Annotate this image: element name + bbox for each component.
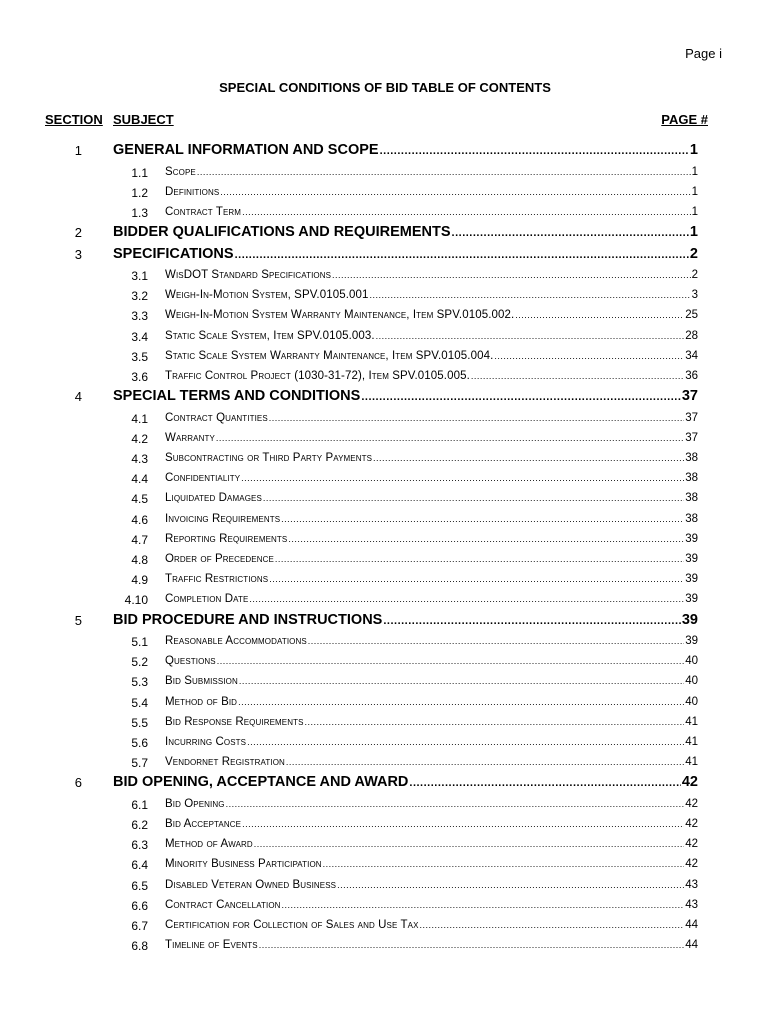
toc-entry-title: Reporting Requirements [165, 532, 288, 545]
toc-entry-number: 3.2 [131, 289, 148, 304]
toc-entry-page: 3 [691, 289, 698, 302]
toc-entry-number: 6.4 [131, 858, 148, 873]
dot-leader [452, 227, 689, 239]
toc-entry-page: 42 [685, 858, 698, 871]
toc-entry-line [165, 696, 698, 708]
dot-leader [373, 453, 684, 463]
dot-leader [239, 676, 684, 686]
toc-entry-page: 1 [691, 185, 698, 198]
toc-entry-line [165, 472, 698, 484]
toc-entry-line [165, 573, 698, 585]
toc-entry-line [165, 939, 698, 951]
toc-entry-title: Contract Quantities [165, 411, 268, 424]
toc-entry-line [165, 350, 698, 362]
dot-leader [282, 900, 685, 910]
toc-entry-number: 6.1 [131, 797, 148, 812]
toc-entry-number: 4.4 [131, 472, 148, 487]
toc-entry-line [113, 388, 698, 404]
dot-leader [305, 717, 685, 727]
toc-entry-page: 1 [689, 224, 698, 241]
toc-entry-page: 39 [681, 611, 698, 628]
toc-subsection-entry[interactable] [0, 428, 770, 448]
toc-subsection-entry[interactable] [0, 915, 770, 935]
toc-entry-page: 38 [685, 472, 698, 485]
toc-entry-title: Invoicing Requirements [165, 512, 281, 525]
toc-entry-line [113, 612, 698, 628]
toc-entry-title: Bid Acceptance [165, 818, 242, 831]
toc-entry-page: 39 [685, 593, 698, 606]
toc-entry-title: Traffic Control Project (1030-31-72), Item SPV.0105.005. [165, 370, 470, 382]
toc-entry-page: 38 [685, 452, 698, 465]
toc-entry-number: 2 [74, 225, 82, 241]
toc-entry-line [165, 756, 698, 768]
toc-entry-line [165, 553, 698, 565]
toc-entry-number: 5.7 [131, 756, 148, 771]
dot-leader [515, 310, 684, 320]
toc-entry-number: 1 [74, 143, 82, 158]
toc-entry-page: 39 [685, 532, 698, 545]
toc-entry-page: 41 [685, 715, 698, 728]
toc-entry-number: 6.3 [131, 838, 148, 853]
toc-entry-line [165, 330, 698, 342]
dot-leader [242, 207, 691, 217]
toc-entry-page: 43 [685, 898, 698, 911]
toc-entry-title: Questions [165, 655, 216, 668]
toc-entry-number: 5.5 [131, 715, 148, 730]
toc-entry-page: 25 [685, 309, 698, 322]
toc-entry-title: Static Scale System, Item SPV.0105.003. [165, 329, 375, 342]
toc-entry-page: 40 [685, 655, 698, 668]
toc-entry-line [165, 798, 698, 810]
toc-entry-page: 44 [685, 939, 698, 952]
dot-leader [332, 270, 691, 280]
toc-subsection-entry[interactable] [0, 549, 770, 569]
toc-subsection-entry[interactable] [0, 509, 770, 529]
toc-subsection-entry[interactable] [0, 366, 770, 386]
toc-entry-title: Bid Response Requirements [165, 715, 304, 728]
dot-leader [275, 554, 684, 564]
toc-entry-number: 3.6 [131, 370, 148, 384]
toc-entry-number: 5.4 [131, 695, 148, 710]
toc-subsection-entry[interactable] [0, 285, 770, 305]
toc-entry-title: Bid Opening [165, 797, 225, 810]
toc-entry-number: 5.2 [131, 655, 148, 670]
toc-entry-line [165, 412, 698, 424]
toc-subsection-entry[interactable] [0, 854, 770, 874]
toc-entry-title: Timeline of Events [165, 939, 258, 952]
dot-leader [242, 819, 684, 829]
toc-entry-number: 5.6 [131, 736, 148, 750]
toc-entry-number: 4.5 [131, 492, 148, 507]
toc-entry-page: 37 [685, 431, 698, 444]
toc-entry-page: 43 [685, 878, 698, 891]
toc-entry-page: 40 [685, 675, 698, 688]
toc-entry-title: Contract Cancellation [165, 898, 281, 911]
toc-entry-line [113, 224, 698, 240]
toc-entry-page: 36 [685, 370, 698, 382]
dot-leader [249, 594, 684, 604]
toc-section-entry[interactable] [0, 772, 770, 794]
toc-subsection-entry[interactable] [0, 651, 770, 671]
toc-entry-title: Order of Precedence [165, 553, 274, 565]
toc-section-entry[interactable] [0, 222, 770, 244]
toc-subsection-entry[interactable] [0, 305, 770, 325]
dot-leader [494, 351, 684, 361]
toc-entry-title: Reasonable Accommodations [165, 635, 307, 648]
toc-entry-line [165, 838, 698, 850]
dot-leader [216, 433, 684, 443]
toc-entry-line [165, 858, 698, 870]
toc-entry-title: Disabled Veteran Owned Business [165, 878, 337, 891]
toc-entry-number: 1.2 [131, 185, 148, 200]
toc-entry-number: 4.1 [131, 411, 148, 426]
toc-subsection-entry[interactable] [0, 834, 770, 854]
toc-entry-number: 4.9 [131, 573, 148, 588]
dot-leader [254, 839, 684, 849]
toc-entry-page: 39 [685, 553, 698, 565]
dot-leader [286, 757, 684, 767]
toc-entry-number: 6.5 [131, 878, 148, 893]
toc-subsection-entry[interactable] [0, 671, 770, 691]
toc-subsection-entry[interactable] [0, 589, 770, 609]
toc-entry-number: 6 [74, 775, 82, 791]
dot-leader [235, 249, 689, 261]
toc-entry-page: 39 [685, 635, 698, 648]
toc-subsection-entry[interactable] [0, 162, 770, 182]
toc-entry-page: 2 [691, 269, 698, 282]
toc-entry-number: 1.3 [131, 205, 148, 220]
dot-leader [361, 391, 681, 403]
toc-subsection-entry[interactable] [0, 895, 770, 915]
dot-leader [241, 473, 684, 483]
toc-entry-title: SPECIFICATIONS [113, 245, 234, 262]
toc-subsection-entry[interactable] [0, 935, 770, 955]
toc-subsection-entry[interactable] [0, 569, 770, 589]
toc-entry-title: SPECIAL TERMS AND CONDITIONS [113, 388, 361, 405]
toc-entry-title: Method of Bid [165, 695, 238, 708]
toc-entry-line [165, 432, 698, 444]
toc-entry-number: 4.6 [131, 512, 148, 527]
toc-entry-line [165, 513, 698, 525]
toc-entry-line [165, 818, 698, 830]
toc-subsection-entry[interactable] [0, 488, 770, 508]
toc-entry-page: 37 [681, 388, 698, 405]
toc-subsection-entry[interactable] [0, 265, 770, 285]
toc-entry-number: 4.8 [131, 553, 148, 567]
toc-entry-line [165, 452, 698, 464]
toc-subsection-entry[interactable] [0, 814, 770, 834]
toc-subsection-entry[interactable] [0, 408, 770, 428]
toc-subsection-entry[interactable] [0, 692, 770, 712]
toc-entry-line [165, 206, 698, 218]
toc-entry-page: 38 [685, 492, 698, 505]
toc-entry-line [165, 716, 698, 728]
toc-entry-title: Weigh-In-Motion System Warranty Maintenance, Item SPV.0105.002. [165, 309, 515, 322]
dot-leader [471, 371, 684, 381]
dot-leader [383, 615, 681, 627]
toc-entry-line [165, 186, 698, 198]
toc-subsection-entry[interactable] [0, 182, 770, 202]
dot-leader [247, 737, 684, 747]
toc-entry-title: Certification for Collection of Sales and Use Tax [165, 919, 419, 931]
toc-section-entry[interactable] [0, 140, 770, 162]
toc-entry-title: Weigh-In-Motion System, SPV.0105.001 [165, 289, 369, 302]
dot-leader [263, 493, 684, 503]
toc-entry-number: 3 [74, 246, 82, 262]
toc-entry-title: Subcontracting or Third Party Payments [165, 452, 373, 465]
toc-subsection-entry[interactable] [0, 529, 770, 549]
toc-entry-title: Confidentiality [165, 472, 241, 485]
toc-entry-title: Vendornet Registration [165, 756, 285, 769]
toc-entry-line [165, 879, 698, 891]
toc-entry-title: Definitions [165, 185, 220, 198]
toc-entry-line [113, 142, 698, 158]
toc-entry-page: 1 [689, 142, 698, 158]
toc-entry-line [165, 675, 698, 687]
toc-entry-page: 41 [685, 736, 698, 748]
toc-entry-title: Static Scale System Warranty Maintenance, Item SPV.0105.004. [165, 349, 494, 362]
toc-entry-number: 6.6 [131, 898, 148, 913]
toc-entry-page: 40 [685, 695, 698, 708]
subject-column-header: SUBJECT [113, 112, 174, 127]
page-column-header: PAGE # [661, 112, 708, 127]
toc-entry-line [165, 899, 698, 911]
toc-entry-page: 1 [691, 205, 698, 218]
toc-entry-page: 2 [689, 245, 698, 262]
toc-entry-line [165, 492, 698, 504]
toc-entry-line [165, 919, 698, 931]
toc-entry-title: Method of Award [165, 838, 253, 851]
toc-section-entry[interactable] [0, 244, 770, 266]
toc-entry-title: Completion Date [165, 593, 249, 606]
toc-entry-number: 6.7 [131, 919, 148, 933]
toc-subsection-entry[interactable] [0, 752, 770, 772]
toc-entry-page: 42 [681, 774, 698, 791]
toc-entry-number: 4 [74, 389, 82, 405]
toc-entry-title: Incurring Costs [165, 736, 247, 748]
dot-leader [308, 636, 684, 646]
toc-entry-title: Traffic Restrictions [165, 573, 269, 586]
dot-leader [376, 331, 685, 341]
toc-entry-number: 3.4 [131, 329, 148, 344]
toc-subsection-entry[interactable] [0, 732, 770, 752]
toc-subsection-entry[interactable] [0, 631, 770, 651]
toc-entry-number: 3.3 [131, 309, 148, 324]
toc-section-entry[interactable] [0, 610, 770, 632]
dot-leader [217, 656, 684, 666]
dot-leader [323, 859, 685, 869]
toc-entry-page: 42 [685, 838, 698, 851]
dot-leader [281, 514, 684, 524]
toc-entry-line [165, 166, 698, 178]
toc-entry-line [165, 655, 698, 667]
toc-entry-title: Liquidated Damages [165, 492, 262, 505]
toc-entry-number: 3.5 [131, 349, 148, 364]
toc-entry-number: 3.1 [131, 269, 148, 284]
toc-entry-title: Contract Term [165, 205, 242, 218]
toc-entry-title: GENERAL INFORMATION AND SCOPE [113, 142, 379, 158]
toc-entry-number: 6.8 [131, 939, 148, 954]
toc-entry-number: 4.7 [131, 532, 148, 547]
toc-subsection-entry[interactable] [0, 346, 770, 366]
toc-entry-page: 41 [685, 756, 698, 769]
toc-entry-page: 39 [685, 573, 698, 586]
dot-leader [420, 920, 685, 930]
toc-entry-page: 42 [685, 797, 698, 810]
toc-entry-line [165, 370, 698, 382]
toc-entry-title: BID OPENING, ACCEPTANCE AND AWARD [113, 774, 409, 791]
dot-leader [337, 880, 684, 890]
toc-entry-number: 4.2 [131, 431, 148, 446]
table-of-contents [0, 140, 770, 955]
toc-subsection-entry[interactable] [0, 712, 770, 732]
toc-entry-number: 1.1 [131, 165, 148, 180]
toc-subsection-entry[interactable] [0, 794, 770, 814]
toc-entry-page: 44 [685, 919, 698, 931]
toc-entry-page: 38 [685, 512, 698, 525]
toc-entry-page: 28 [685, 329, 698, 342]
toc-entry-line [113, 246, 698, 262]
toc-entry-title: Warranty [165, 431, 215, 444]
dot-leader [409, 777, 680, 789]
dot-leader [370, 290, 691, 300]
dot-leader [226, 799, 685, 809]
toc-entry-line [165, 269, 698, 281]
toc-entry-title: BIDDER QUALIFICATIONS AND REQUIREMENTS [113, 224, 451, 241]
toc-entry-line [165, 593, 698, 605]
toc-entry-line [165, 289, 698, 301]
toc-subsection-entry[interactable] [0, 468, 770, 488]
dot-leader [238, 697, 684, 707]
toc-entry-page: 37 [685, 411, 698, 424]
toc-section-entry[interactable] [0, 386, 770, 408]
toc-entry-number: 4.3 [131, 452, 148, 467]
toc-entry-line [165, 635, 698, 647]
section-column-header: SECTION [45, 112, 103, 127]
document-title: SPECIAL CONDITIONS OF BID TABLE OF CONTENTS [219, 80, 551, 95]
toc-subsection-entry[interactable] [0, 326, 770, 346]
toc-subsection-entry[interactable] [0, 875, 770, 895]
toc-entry-number: 5 [74, 612, 82, 628]
dot-leader [269, 574, 684, 584]
toc-subsection-entry[interactable] [0, 202, 770, 222]
toc-entry-title: Scope [165, 165, 196, 178]
toc-entry-page: 1 [691, 165, 698, 178]
toc-entry-title: Bid Submission [165, 675, 238, 688]
dot-leader [259, 940, 685, 950]
toc-entry-title: Minority Business Participation [165, 858, 322, 871]
dot-leader [197, 167, 691, 177]
toc-entry-page: 42 [685, 818, 698, 831]
toc-subsection-entry[interactable] [0, 448, 770, 468]
dot-leader [288, 534, 684, 544]
toc-entry-page: 34 [685, 349, 698, 362]
toc-entry-line [165, 309, 698, 321]
toc-entry-line [113, 774, 698, 790]
toc-entry-number: 5.1 [131, 635, 148, 650]
toc-entry-number: 6.2 [131, 818, 148, 833]
dot-leader [220, 187, 690, 197]
toc-entry-number: 5.3 [131, 675, 148, 690]
toc-entry-number: 4.10 [124, 593, 148, 608]
toc-entry-title: WisDOT Standard Specifications [165, 269, 332, 282]
toc-entry-line [165, 533, 698, 545]
toc-entry-line [165, 736, 698, 748]
page-number-label: Page i [685, 46, 722, 61]
dot-leader [269, 413, 684, 423]
toc-entry-title: BID PROCEDURE AND INSTRUCTIONS [113, 611, 383, 628]
dot-leader [380, 145, 689, 157]
